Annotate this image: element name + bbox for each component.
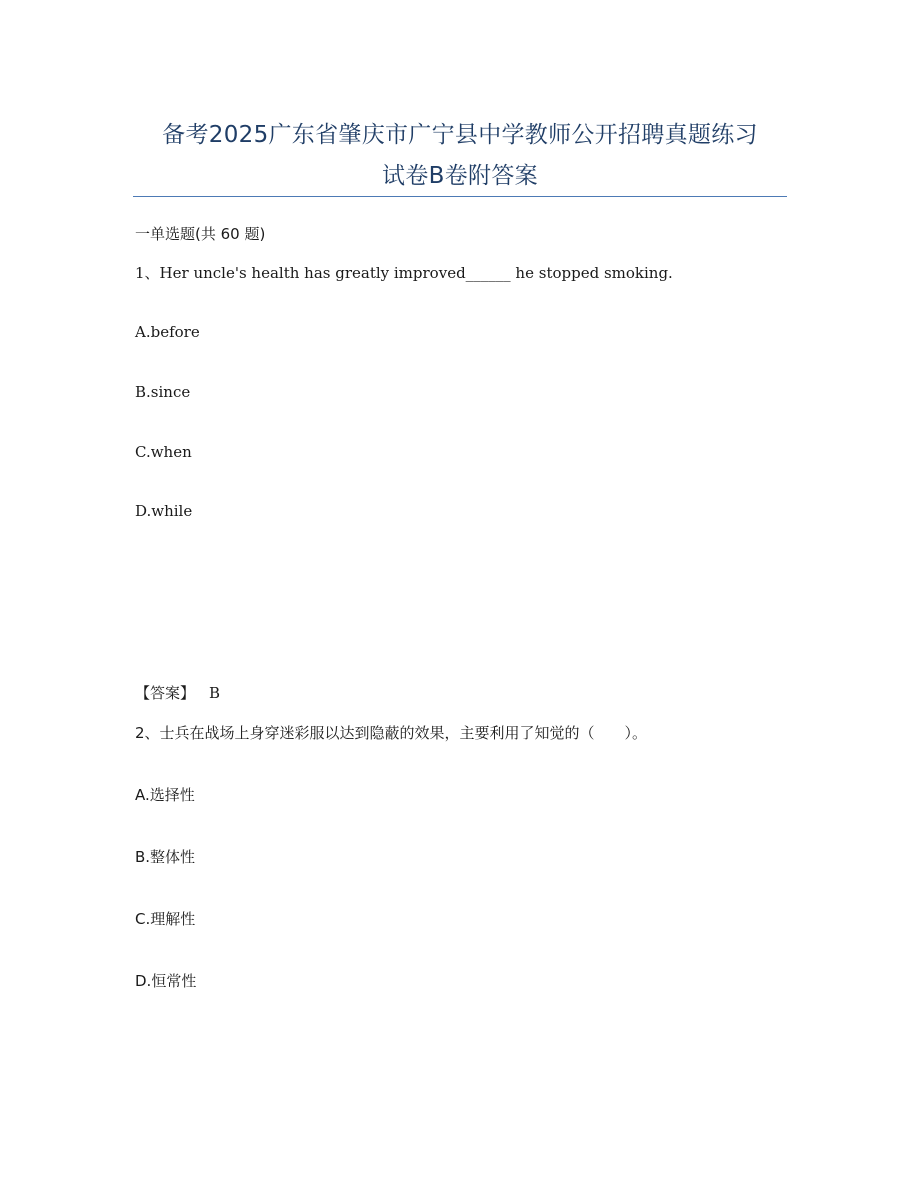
question-2-option-b: B.整体性	[135, 848, 196, 866]
question-2-option-c: C.理解性	[135, 910, 196, 928]
section-heading: 一单选题(共 60 题)	[135, 225, 266, 243]
document-title-line-2: 试卷B卷附答案	[382, 163, 538, 189]
answer-label: 【答案】	[135, 684, 196, 702]
answer-value: B	[209, 684, 221, 702]
question-1-option-d: D.while	[135, 502, 193, 520]
question-2-stem: 2、士兵在战场上身穿迷彩服以达到隐蔽的效果，主要利用了知觉的（ ）。	[135, 724, 648, 742]
question-1-option-a: A.before	[135, 323, 200, 341]
question-1-stem: 1、Her uncle's health has greatly improved______ he stopped smoking.	[135, 264, 673, 282]
title-divider	[133, 196, 787, 197]
question-2-option-a: A.选择性	[135, 786, 195, 804]
document-title-line-1: 备考2025广东省肇庆市广宁县中学教师公开招聘真题练习	[162, 122, 758, 148]
question-2-option-d: D.恒常性	[135, 972, 197, 990]
question-1-answer	[135, 682, 220, 703]
question-1-option-c: C.when	[135, 443, 192, 461]
question-1-option-b: B.since	[135, 383, 191, 401]
